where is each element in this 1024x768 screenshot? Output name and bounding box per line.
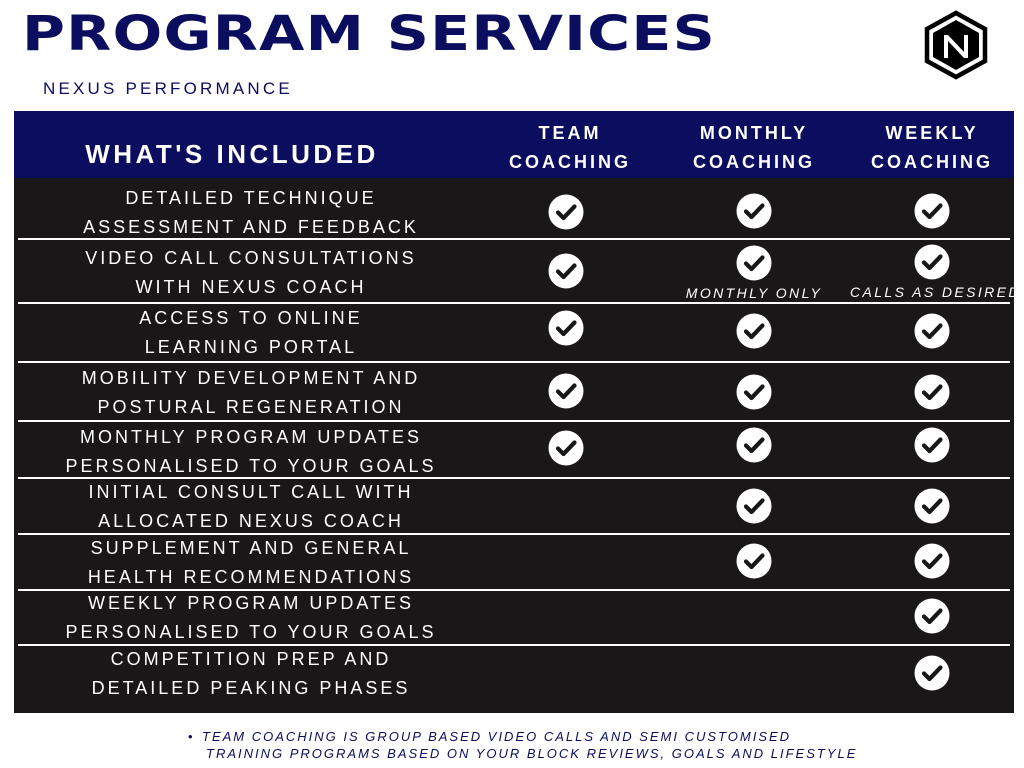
check-circle-icon (548, 253, 584, 289)
row-label: DETAILED TECHNIQUE ASSESSMENT AND FEEDBACK (83, 188, 419, 237)
check-circle-icon (548, 373, 584, 409)
services-table (14, 111, 1021, 713)
page-subtitle: NEXUS PERFORMANCE (43, 79, 293, 98)
check-circle-icon (736, 245, 772, 281)
footer-line-2: TRAINING PROGRAMS BASED ON YOUR BLOCK REVIEWS, GOALS AND LIFESTYLE (206, 746, 858, 761)
footer-bullet: • (188, 729, 195, 744)
check-circle-icon (548, 194, 584, 230)
row-label: MOBILITY DEVELOPMENT AND POSTURAL REGENERATION (81, 368, 421, 417)
check-circle-icon (736, 193, 772, 229)
check-circle-icon (914, 193, 950, 229)
table-header (14, 111, 1014, 178)
row-label: WEEKLY PROGRAM UPDATES PERSONALISED TO YOUR GOALS (65, 593, 437, 642)
check-circle-icon (548, 310, 584, 346)
row-divider (18, 238, 1010, 240)
column-header-team: TEAM COACHING (509, 123, 631, 172)
row-divider (18, 302, 1010, 304)
check-circle-icon (736, 543, 772, 579)
calls-as-desired-note: CALLS AS DESIRED (850, 284, 1021, 300)
check-circle-icon (736, 374, 772, 410)
row-divider (18, 589, 1010, 591)
check-circle-icon (914, 244, 950, 280)
row-label: VIDEO CALL CONSULTATIONS WITH NEXUS COACH (85, 248, 417, 297)
row-divider (18, 644, 1010, 646)
column-header-monthly: MONTHLY COACHING (693, 123, 815, 172)
row-label: ACCESS TO ONLINE LEARNING PORTAL (139, 308, 363, 357)
check-circle-icon (914, 488, 950, 524)
check-circle-icon (914, 655, 950, 691)
row-label: SUPPLEMENT AND GENERAL HEALTH RECOMMENDATIONS (87, 538, 415, 587)
column-header-weekly: WEEKLY COACHING (871, 123, 993, 172)
footer-line-1: TEAM COACHING IS GROUP BASED VIDEO CALLS AND SEMI CUSTOMISED (202, 729, 792, 744)
check-circle-icon (914, 313, 950, 349)
row-divider (18, 420, 1010, 422)
row-label: INITIAL CONSULT CALL WITH ALLOCATED NEXUS COACH (88, 482, 414, 531)
nexus-hexagon-logo-icon (922, 10, 990, 80)
check-circle-icon (736, 313, 772, 349)
check-circle-icon (914, 374, 950, 410)
row-divider (18, 477, 1010, 479)
check-circle-icon (914, 543, 950, 579)
row-divider (18, 361, 1010, 363)
whats-included-header: WHAT'S INCLUDED (85, 139, 379, 169)
check-circle-icon (736, 427, 772, 463)
check-circle-icon (548, 430, 584, 466)
monthly-only-note: MONTHLY ONLY (685, 285, 823, 301)
row-divider (18, 533, 1010, 535)
page-title: PROGRAM SERVICES (22, 6, 716, 62)
row-label: COMPETITION PREP AND DETAILED PEAKING PHASES (91, 649, 411, 698)
check-circle-icon (914, 427, 950, 463)
check-circle-icon (736, 488, 772, 524)
row-label: MONTHLY PROGRAM UPDATES PERSONALISED TO YOUR GOALS (65, 427, 437, 476)
check-circle-icon (914, 598, 950, 634)
